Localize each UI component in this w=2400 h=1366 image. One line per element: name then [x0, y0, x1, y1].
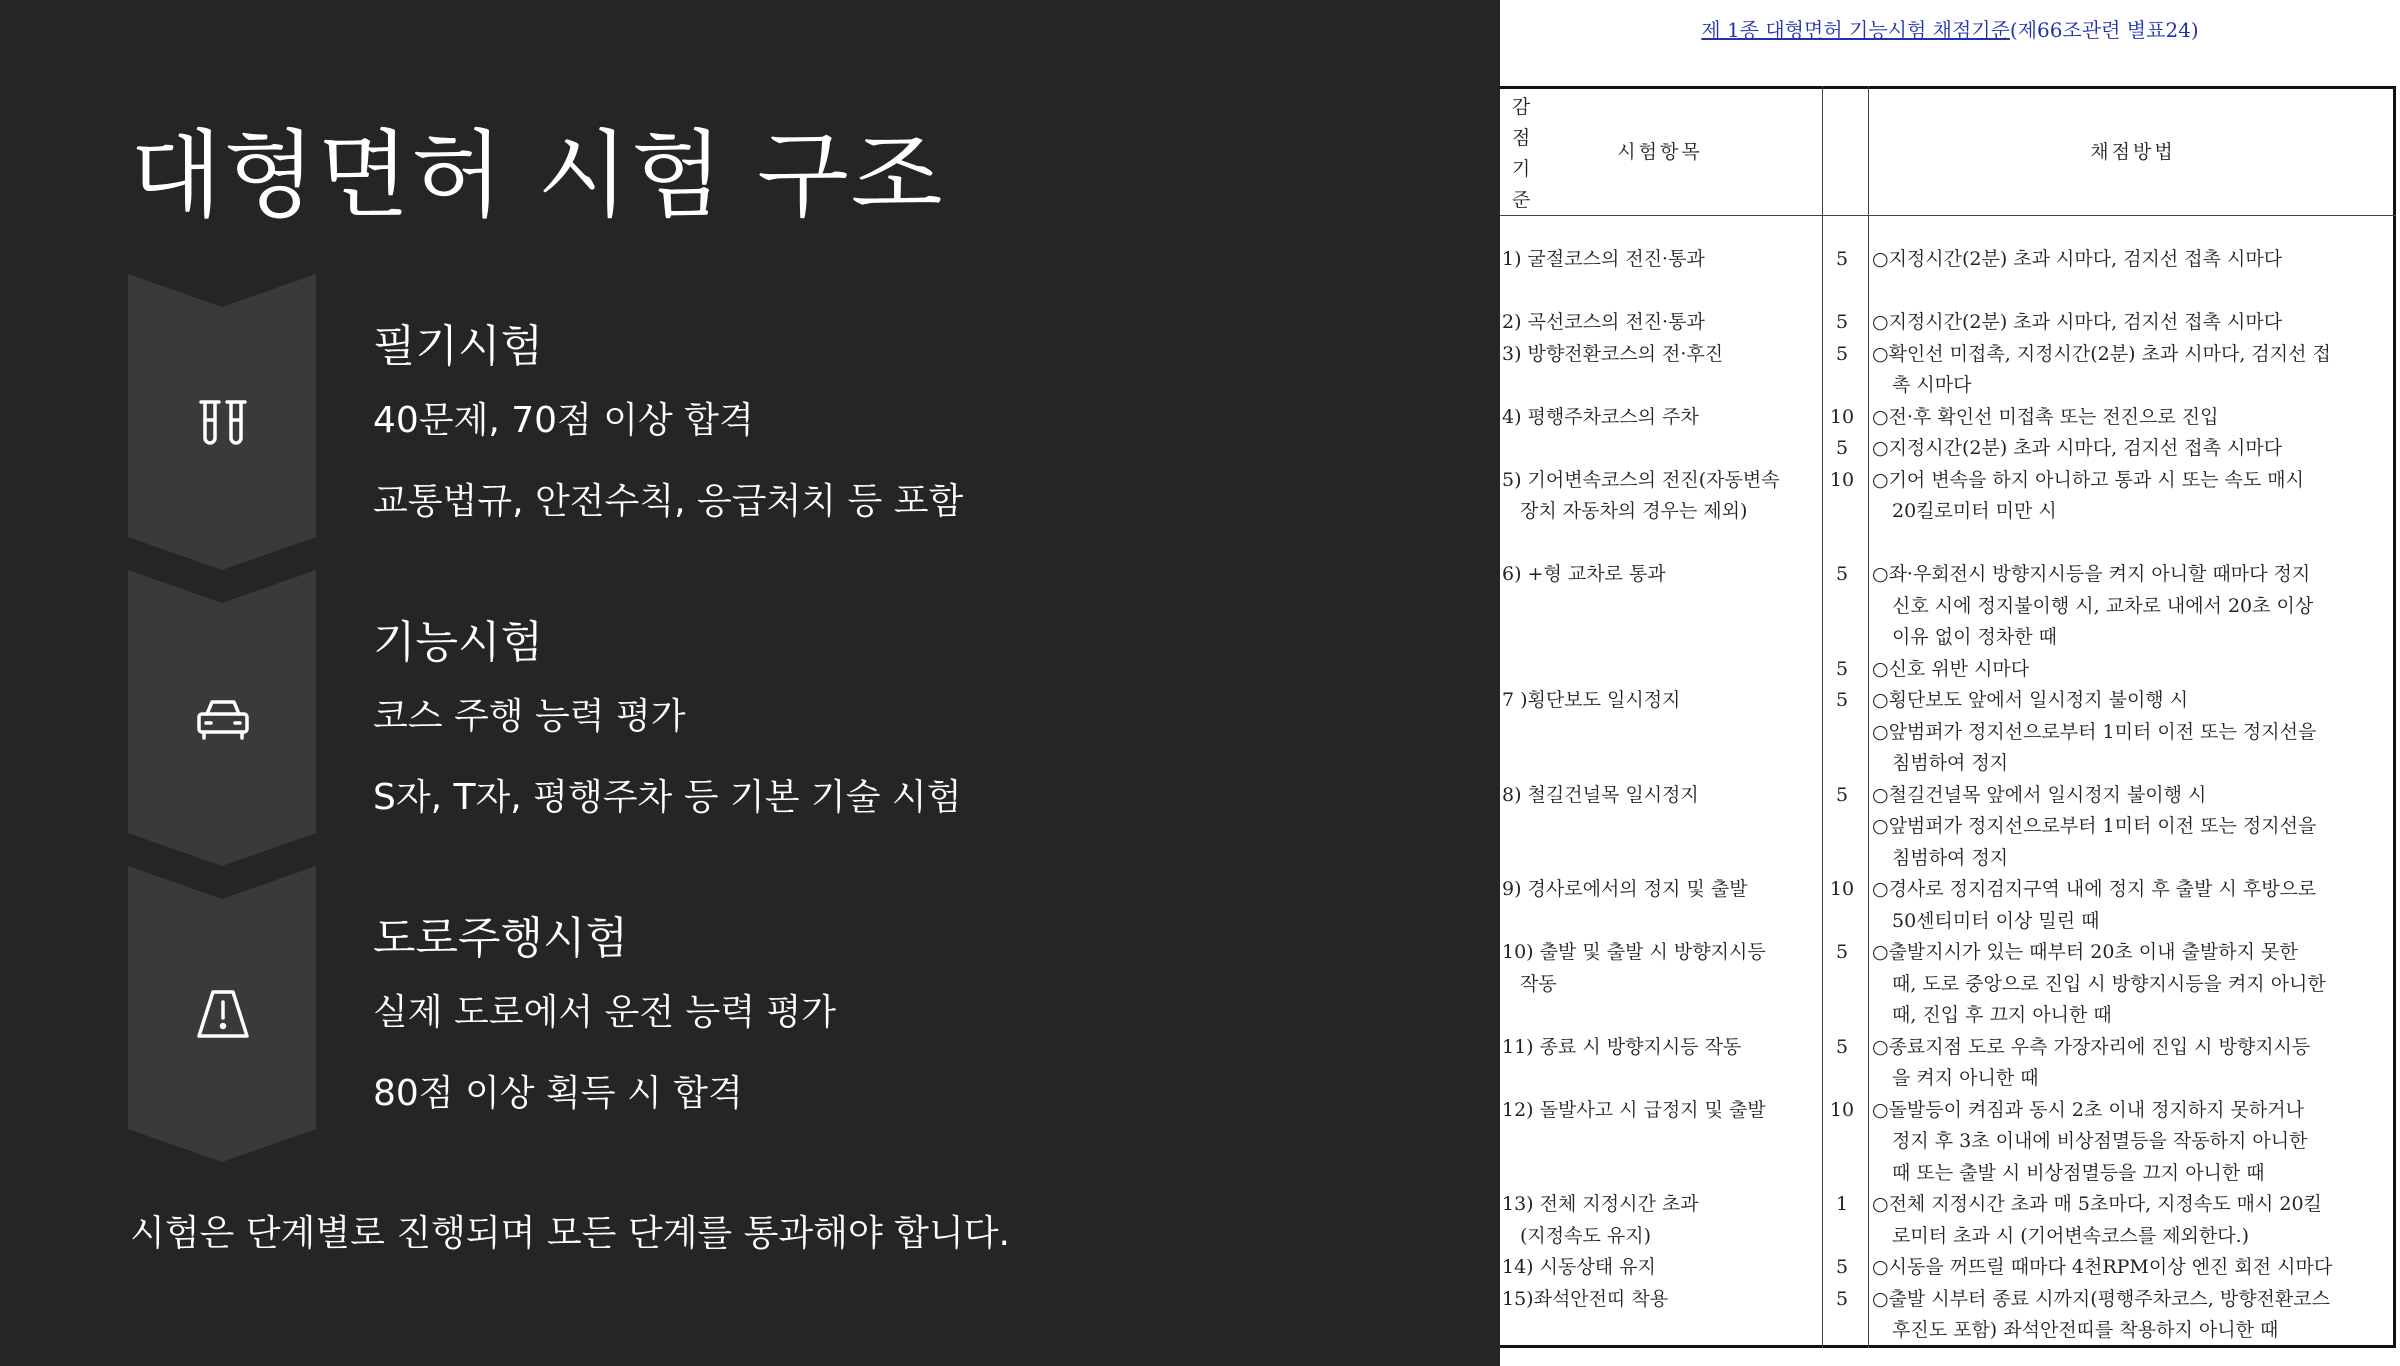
scoring-method-text: ○신호 위반 시마다 — [1872, 657, 2030, 680]
deduction-points: 5 — [1835, 311, 1849, 333]
document-title — [1500, 14, 2400, 43]
step-detail: S자, T자, 평행주차 등 기본 기술 시험 — [373, 777, 962, 818]
slide-title: 대형면허 시험 구조 — [130, 121, 945, 231]
scoring-method-text: 신호 시에 정지불이행 시, 교차로 내에서 20초 이상 — [1892, 594, 2314, 617]
step-detail: 80점 이상 획득 시 합격 — [373, 1073, 743, 1114]
test-item-label: 15)좌석안전띠 착용 — [1502, 1287, 1669, 1310]
road-warning-icon — [193, 984, 253, 1044]
scoring-method-text: 20킬로미터 미만 시 — [1892, 500, 2057, 522]
test-item-label: 작동 — [1520, 972, 1557, 995]
deduction-points: 5 — [1835, 941, 1849, 963]
footer-note: 시험은 단계별로 진행되며 모든 단계를 통과해야 합니다. — [130, 1213, 1010, 1254]
deduction-points: 5 — [1835, 248, 1849, 270]
step-written-test — [128, 274, 1028, 570]
header-divider — [1500, 215, 2396, 216]
scoring-method-text: 침범하여 정지 — [1892, 752, 2009, 774]
scoring-method-text: ○앞범퍼가 정지선으로부터 1미터 이전 또는 정지선을 — [1872, 815, 2317, 837]
scoring-method-text: ○시동을 꺼뜨릴 때마다 4천RPM이상 엔진 회전 시마다 — [1872, 1256, 2333, 1278]
deduction-points: 5 — [1835, 689, 1849, 711]
scoring-method-text: 후진도 포함) 좌석안전띠를 착용하지 아니한 때 — [1892, 1319, 2279, 1341]
deduction-points: 5 — [1835, 657, 1849, 680]
deduction-points: 1 — [1835, 1193, 1849, 1215]
deduction-points: 5 — [1835, 563, 1849, 585]
test-item-label: 13) 전체 지정시간 초과 — [1502, 1193, 1699, 1215]
deduction-points: 10 — [1829, 468, 1855, 491]
step-detail: 교통법규, 안전수칙, 응급처치 등 포함 — [373, 481, 964, 522]
scoring-method-text: ○지정시간(2분) 초과 시마다, 검지선 접촉 시마다 — [1872, 248, 2283, 270]
header-test-item: 시험항목 — [1617, 141, 1703, 163]
scoring-method-text: 정지 후 3초 이내에 비상점멸등을 작동하지 아니한 — [1892, 1130, 2308, 1152]
deduction-points: 5 — [1835, 437, 1849, 459]
test-item-label: 장치 자동차의 경우는 제외) — [1520, 500, 1748, 522]
test-item-label: 2) 곡선코스의 전진·통과 — [1502, 311, 1705, 333]
scoring-method-text: ○종료지점 도로 우측 가장자리에 진입 시 방향지시등 — [1872, 1035, 2311, 1058]
header-deduction-char: 감 — [1511, 96, 1531, 118]
deduction-points: 5 — [1835, 342, 1849, 365]
scoring-method-text: 촉 시마다 — [1892, 374, 1972, 396]
test-item-label: 11) 종료 시 방향지시등 작동 — [1502, 1035, 1742, 1058]
scoring-method-text: ○지정시간(2분) 초과 시마다, 검지선 접촉 시마다 — [1872, 311, 2283, 333]
step-detail: 40문제, 70점 이상 합격 — [373, 400, 754, 441]
scoring-method-text: 을 켜지 아니한 때 — [1892, 1067, 2039, 1089]
step-title: 필기시험 — [373, 321, 544, 372]
test-item-label: 7 )횡단보도 일시정지 — [1502, 689, 1681, 711]
test-item-label: 9) 경사로에서의 정지 및 출발 — [1502, 878, 1748, 900]
deduction-points: 5 — [1835, 1035, 1849, 1058]
test-item-label: 3) 방향전환코스의 전·후진 — [1502, 342, 1724, 365]
test-tubes-icon — [193, 392, 253, 452]
step-skill-test — [128, 570, 1028, 866]
scoring-method-text: 때, 도로 중앙으로 진입 시 방향지시등을 켜지 아니한 — [1892, 972, 2326, 995]
test-item-label: 14) 시동상태 유지 — [1502, 1256, 1656, 1278]
test-item-label: 10) 출발 및 출발 시 방향지시등 — [1502, 941, 1766, 963]
header-scoring-method: 채점방법 — [2090, 141, 2176, 163]
scoring-criteria-document — [1500, 0, 2400, 1366]
test-item-label: 1) 굴절코스의 전진·통과 — [1502, 248, 1705, 270]
test-item-label: 5) 기어변속코스의 전진(자동변속 — [1502, 468, 1780, 491]
header-deduction-char: 기 — [1511, 158, 1531, 180]
header-deduction-char: 점 — [1511, 127, 1531, 149]
scoring-method-text: ○확인선 미접촉, 지정시간(2분) 초과 시마다, 검지선 접 — [1872, 342, 2331, 365]
scoring-method-text: ○철길건널목 앞에서 일시정지 불이행 시 — [1872, 783, 2207, 806]
header-deduction-char: 준 — [1511, 189, 1531, 211]
scoring-method-text: 이유 없이 정차한 때 — [1892, 626, 2057, 648]
car-icon — [193, 688, 253, 748]
deduction-points: 5 — [1835, 783, 1849, 806]
test-item-label: 12) 돌발사고 시 급정지 및 출발 — [1502, 1098, 1766, 1121]
deduction-points: 10 — [1829, 1098, 1855, 1121]
test-item-label: 8) 철길건널목 일시정지 — [1502, 783, 1699, 806]
header-deduction — [1501, 92, 1541, 216]
deduction-points: 5 — [1835, 1287, 1849, 1310]
document-title-ref: (제66조관련 별표24) — [2009, 18, 2199, 42]
test-item-label: (지정속도 유지) — [1520, 1224, 1651, 1247]
deduction-points: 10 — [1829, 405, 1855, 428]
scoring-method-text: ○돌발등이 켜짐과 동시 2초 이내 정지하지 못하거나 — [1872, 1098, 2304, 1121]
deduction-points: 5 — [1835, 1256, 1849, 1278]
step-detail: 코스 주행 능력 평가 — [373, 696, 686, 737]
scoring-method-text: 로미터 초과 시 (기어변속코스를 제외한다.) — [1892, 1224, 2250, 1247]
scoring-method-text: ○좌·우회전시 방향지시등을 켜지 아니할 때마다 정지 — [1872, 563, 2311, 585]
test-item-label: 6) +형 교차로 통과 — [1502, 563, 1666, 585]
scoring-method-text: ○지정시간(2분) 초과 시마다, 검지선 접촉 시마다 — [1872, 437, 2283, 459]
scoring-method-text: 때, 진입 후 끄지 아니한 때 — [1892, 1004, 2112, 1026]
step-title: 도로주행시험 — [373, 913, 629, 964]
column-divider — [1868, 86, 1869, 1348]
scoring-method-text: ○기어 변속을 하지 아니하고 통과 시 또는 속도 매시 — [1872, 468, 2304, 491]
scoring-method-text: ○출발 시부터 종료 시까지(평행주차코스, 방향전환코스 — [1872, 1287, 2330, 1310]
scoring-method-text: ○전·후 확인선 미접촉 또는 전진으로 진입 — [1872, 405, 2219, 428]
deduction-points: 10 — [1829, 878, 1855, 900]
scoring-method-text: ○앞범퍼가 정지선으로부터 1미터 이전 또는 정지선을 — [1872, 720, 2317, 743]
scoring-method-text: 때 또는 출발 시 비상점멸등을 끄지 아니한 때 — [1892, 1161, 2265, 1184]
scoring-method-text: ○출발지시가 있는 때부터 20초 이내 출발하지 못한 — [1872, 941, 2298, 963]
step-title: 기능시험 — [373, 617, 544, 668]
scoring-method-text: ○횡단보도 앞에서 일시정지 불이행 시 — [1872, 689, 2189, 711]
step-road-test — [128, 866, 1028, 1162]
document-title-main: 제 1종 대형면허 기능시험 채점기준 — [1701, 18, 2010, 42]
test-item-label: 4) 평행주차코스의 주차 — [1502, 405, 1699, 428]
scoring-method-text: 침범하여 정지 — [1892, 846, 2009, 869]
scoring-method-text: 50센티미터 이상 밀린 때 — [1892, 909, 2100, 932]
step-detail: 실제 도로에서 운전 능력 평가 — [373, 992, 837, 1033]
scoring-method-text: ○전체 지정시간 초과 매 5초마다, 지정속도 매시 20킬 — [1872, 1193, 2322, 1215]
scoring-method-text: ○경사로 정지검지구역 내에 정지 후 출발 시 후방으로 — [1872, 878, 2317, 900]
